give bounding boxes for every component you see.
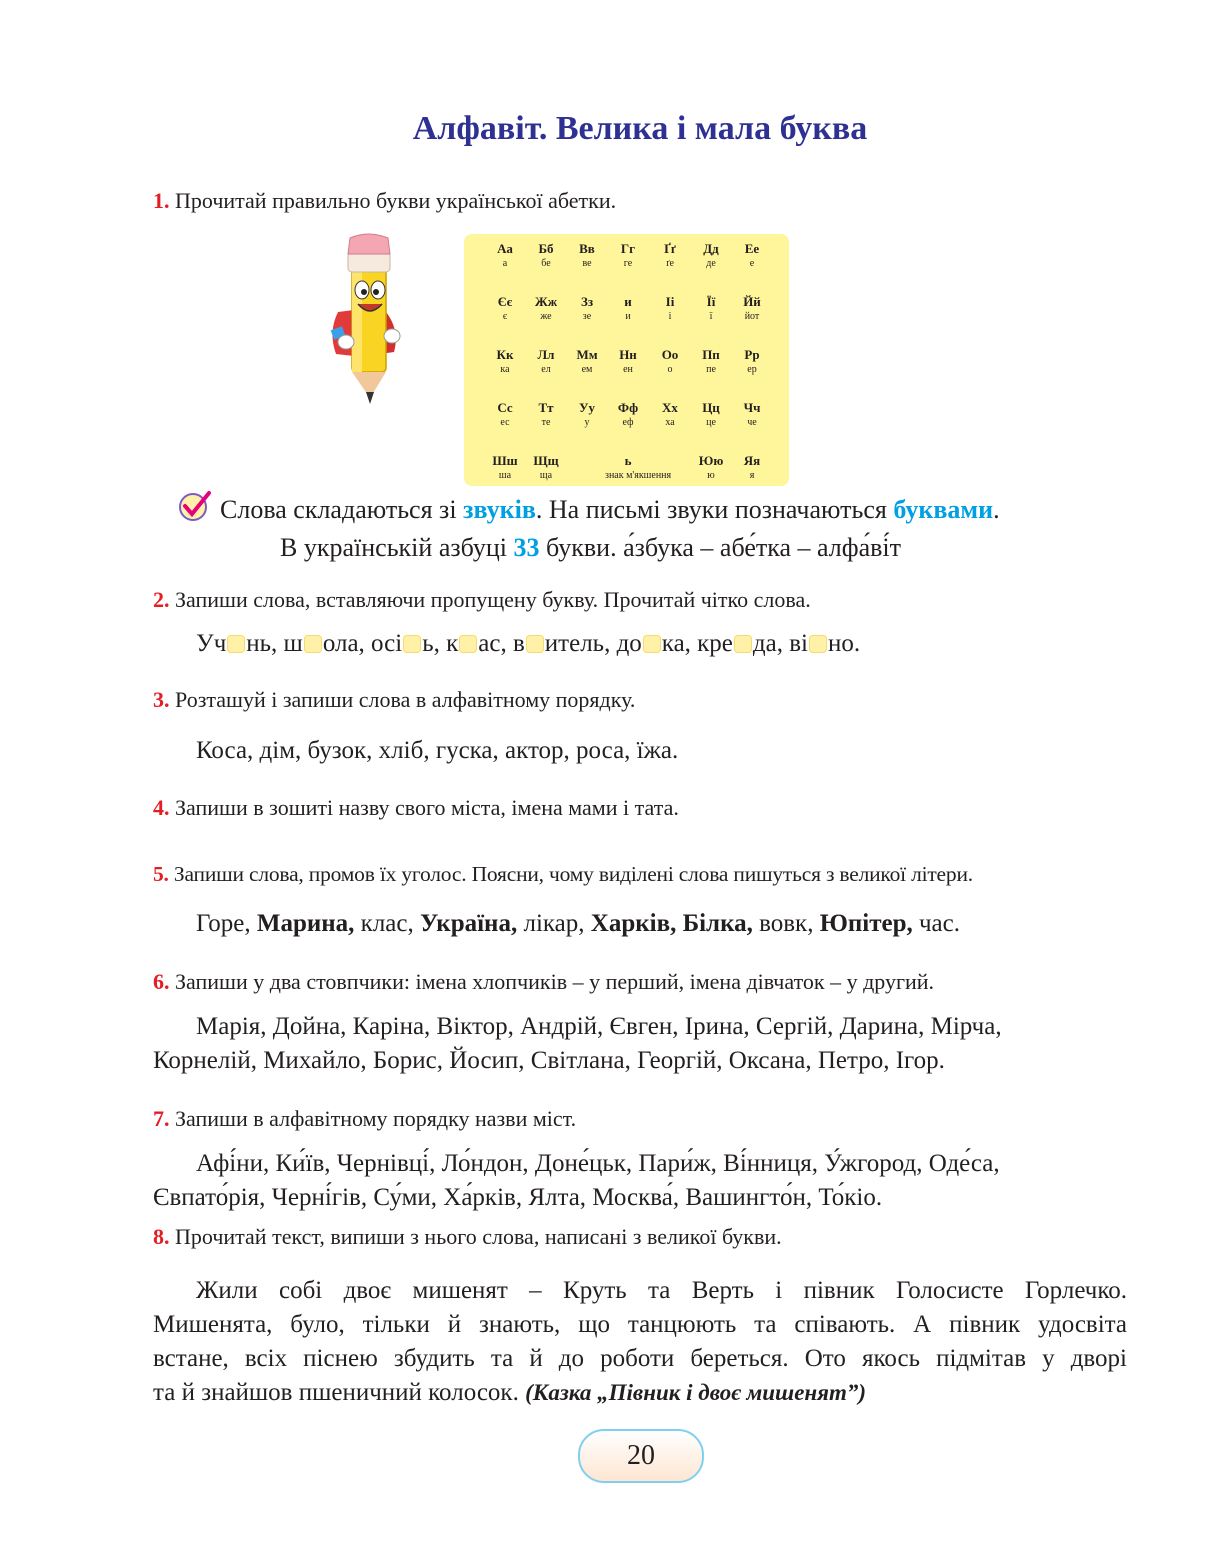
- alphabet-letter: [647, 452, 693, 470]
- letter-pair: Тт: [538, 400, 554, 415]
- letter-pair: Сс: [497, 400, 513, 415]
- letter-pair: Єє: [497, 294, 513, 309]
- page-number: 20: [578, 1429, 704, 1483]
- rule-keyword: буквами: [893, 495, 994, 524]
- letter-pair: Юю: [698, 453, 724, 468]
- task-number: 2.: [153, 587, 170, 612]
- alphabet-letter: [688, 346, 734, 376]
- alphabet-letter: [482, 240, 528, 270]
- letter-pair: Йй: [743, 294, 761, 309]
- alphabet-letter: [729, 399, 775, 429]
- word: Горе,: [196, 910, 257, 937]
- task-number: 6.: [153, 969, 170, 994]
- letter-name: ел: [541, 364, 551, 375]
- letter-pair: Оо: [661, 347, 679, 362]
- task-6-line-2: Корнелій, Михайло, Борис, Йосип, Світлана, Георгій, Оксана, Петро, Ігор.: [153, 1047, 945, 1074]
- missing-letter-box: [459, 635, 477, 653]
- letter-pair: Бб: [538, 241, 554, 256]
- letter-name: еф: [622, 417, 634, 428]
- letter-name: знак м'якшення: [605, 470, 672, 481]
- alphabet-letter: [647, 346, 693, 376]
- alphabet-letter: [729, 452, 775, 482]
- letter-name: бе: [541, 258, 551, 269]
- alphabet-letter: [647, 240, 693, 270]
- task-6-line-1: Марія, Дойна, Каріна, Віктор, Андрій, Євген, Ірина, Сергій, Дарина, Мірча,: [196, 1013, 1002, 1040]
- letter-pair: Жж: [534, 294, 558, 309]
- letter-pair: Пп: [702, 347, 720, 362]
- alphabet-letter: [605, 293, 651, 323]
- alphabet-letter: [564, 293, 610, 323]
- letter-pair: Кк: [496, 347, 514, 362]
- word: вовк,: [752, 910, 820, 937]
- task-number: 4.: [153, 795, 170, 820]
- word-part: Уч: [196, 630, 227, 657]
- letter-name: зе: [582, 311, 592, 322]
- alphabet-letter: [523, 452, 569, 482]
- missing-letter-box: [304, 635, 322, 653]
- alphabet-letter: [647, 399, 693, 429]
- alphabet-letter: [605, 240, 651, 270]
- task-7-line-1: Афі́ни, Ки́їв, Чернівці́, Ло́ндон, Доне́цьк, Пари́ж, Ві́нниця, У́жгород, Оде́са,: [196, 1150, 1000, 1177]
- letter-pair: [564, 452, 610, 470]
- letter-name: е: [749, 258, 755, 269]
- letter-pair: и: [624, 294, 632, 309]
- paragraph-line: Мишенята, було, тільки й знають, що танцюють та співають. А півник удосвіта: [153, 1311, 1127, 1338]
- letter-name: це: [706, 417, 716, 428]
- pencil-mascot-icon: [326, 232, 406, 408]
- task-3: [153, 687, 635, 713]
- alphabet-letter: [482, 293, 528, 323]
- letter-name: ю: [707, 470, 715, 481]
- word-part: нь, ш: [246, 630, 303, 657]
- alphabet-letter: [482, 399, 528, 429]
- letter-pair: Цц: [702, 400, 720, 415]
- alphabet-letter: [605, 452, 672, 482]
- word: час.: [912, 910, 960, 937]
- rule-text: В українській азбуці: [280, 533, 514, 562]
- word-part: да, ві: [752, 630, 808, 657]
- word: клас,: [354, 910, 420, 937]
- letter-name: я: [749, 470, 755, 481]
- missing-letter-box: [643, 635, 661, 653]
- alphabet-letter: [647, 293, 693, 323]
- rule-line-2: [280, 533, 901, 563]
- word-part: ь, к: [422, 630, 459, 657]
- letter-pair: Іі: [665, 294, 675, 309]
- letter-pair: Щщ: [533, 453, 559, 468]
- alphabet-letter: [482, 346, 528, 376]
- task-8-text: [153, 1274, 1127, 1410]
- alphabet-letter: [729, 346, 775, 376]
- word: лікар,: [517, 910, 591, 937]
- paragraph-line: встане, всіх піснею збудить та й до роботи береться. Ото якось підмітав у дворі: [153, 1345, 1127, 1372]
- letter-pair: Дд: [703, 241, 719, 256]
- task-text: Запиши слова, промов їх уголос. Поясни, чому виділені слова пишуться з великої літери.: [173, 862, 973, 886]
- alphabet-letter: [688, 293, 734, 323]
- letter-pair: Хх: [662, 400, 678, 415]
- letter-name: у: [584, 417, 590, 428]
- letter-pair: Її: [706, 294, 716, 309]
- alphabet-letter: [564, 240, 610, 270]
- alphabet-letter: [482, 452, 528, 482]
- alphabet-letter: [729, 293, 775, 323]
- letter-name: о: [667, 364, 673, 375]
- letter-name: йот: [744, 311, 760, 322]
- task-number: 8.: [153, 1224, 170, 1249]
- word-bold: Марина,: [256, 910, 355, 937]
- task-text: Запиши у два стовпчики: імена хлопчиків – у перший, імена дівчаток – у другий.: [175, 969, 935, 994]
- letter-name: ес: [500, 417, 510, 428]
- letter-pair: Рр: [744, 347, 760, 362]
- task-text: Запиши в алфавітному порядку назви міст.: [175, 1106, 577, 1131]
- letter-pair: [647, 452, 693, 470]
- letter-name: є: [502, 311, 508, 322]
- alphabet-letter: [564, 399, 610, 429]
- task-3-words: Коса, дім, бузок, хліб, гуска, актор, роса, їжа.: [196, 737, 679, 764]
- letter-pair: Ґґ: [664, 241, 676, 256]
- rule-keyword: звуків: [463, 495, 536, 524]
- letter-name: ха: [665, 417, 675, 428]
- letter-name: же: [540, 311, 552, 322]
- word-bold: Юпітер,: [819, 910, 913, 937]
- letter-pair: Зз: [580, 294, 594, 309]
- source-citation: (Казка „Півник і двоє мишенят”): [525, 1380, 867, 1405]
- alphabet-letter: [564, 452, 610, 470]
- letter-name: пе: [706, 364, 716, 375]
- word-part: итель, до: [544, 630, 642, 657]
- paragraph-line: [153, 1376, 1127, 1410]
- letter-pair: Гг: [620, 241, 636, 256]
- rule-keyword: 33: [513, 533, 540, 562]
- page-title: Алфавіт. Велика і мала буква: [412, 110, 868, 147]
- letter-name: ер: [747, 364, 757, 375]
- rule-line-1: [220, 495, 1000, 525]
- letter-pair: Нн: [619, 347, 637, 362]
- task-text: Прочитай текст, випиши з нього слова, написані з великої букви.: [175, 1224, 782, 1249]
- letter-name: те: [541, 417, 551, 428]
- letter-pair: ь: [624, 453, 632, 468]
- letter-pair: Мм: [576, 347, 598, 362]
- task-5: [153, 862, 973, 887]
- task-5-words: [196, 910, 960, 938]
- alphabet-letter: [605, 399, 651, 429]
- task-text: Прочитай правильно букви української абетки.: [175, 188, 617, 213]
- letter-name: ве: [582, 258, 592, 269]
- letter-name: ґе: [666, 258, 674, 269]
- rule-text: букви. а́збука – абе́тка – алфа́ві́т: [539, 533, 902, 562]
- rule-text: .: [993, 495, 1000, 524]
- letter-pair: Шш: [492, 453, 518, 468]
- alphabet-letter: [523, 399, 569, 429]
- alphabet-letter: [688, 240, 734, 270]
- task-2-words: [196, 630, 860, 658]
- task-7: [153, 1106, 576, 1132]
- checkmark-icon: [178, 490, 212, 522]
- letter-name: де: [706, 258, 716, 269]
- letter-pair: Аа: [497, 241, 513, 256]
- task-7-line-2: Євпато́рія, Черні́гів, Су́ми, Ха́рків, Ялта, Москва́, Вашингто́н, То́кіо.: [153, 1184, 883, 1211]
- letter-pair: Ее: [744, 241, 760, 256]
- letter-name: ка: [500, 364, 510, 375]
- alphabet-letter: [523, 293, 569, 323]
- task-number: 7.: [153, 1106, 170, 1131]
- missing-letter-box: [403, 635, 421, 653]
- missing-letter-box: [809, 635, 827, 653]
- missing-letter-box: [526, 635, 544, 653]
- task-text: Розташуй і запиши слова в алфавітному порядку.: [175, 687, 636, 712]
- letter-name: ен: [623, 364, 633, 375]
- alphabet-letter: [688, 452, 734, 482]
- alphabet-letter: [523, 346, 569, 376]
- letter-pair: Лл: [537, 347, 555, 362]
- alphabet-table: [464, 234, 789, 486]
- letter-pair: Фф: [617, 400, 639, 415]
- alphabet-letter: [688, 399, 734, 429]
- letter-pair: Яя: [743, 453, 761, 468]
- task-number: 3.: [153, 687, 170, 712]
- letter-name: і: [668, 311, 672, 322]
- alphabet-letter: [564, 346, 610, 376]
- missing-letter-box: [227, 635, 245, 653]
- task-8: [153, 1224, 782, 1250]
- task-1: [153, 188, 616, 214]
- task-2: [153, 587, 811, 613]
- letter-pair: Чч: [743, 400, 761, 415]
- task-6: [153, 969, 934, 995]
- letter-name: че: [747, 417, 757, 428]
- word-bold: Харків, Білка,: [590, 910, 753, 937]
- alphabet-letter: [605, 346, 651, 376]
- rule-text: . На письмі звуки позначаються: [535, 495, 894, 524]
- missing-letter-box: [734, 635, 752, 653]
- paragraph-text: та й знайшов пшеничний колосок.: [153, 1379, 526, 1406]
- letter-name: ге: [623, 258, 633, 269]
- word-bold: Україна,: [420, 910, 518, 937]
- letter-pair: Вв: [579, 241, 595, 256]
- letter-name: ща: [539, 470, 553, 481]
- task-number: 5.: [153, 862, 169, 886]
- alphabet-letter: [729, 240, 775, 270]
- letter-name: ем: [581, 364, 593, 375]
- paragraph-line: Жили собі двоє мишенят – Круть та Верть і півник Голосисте Горлечко.: [196, 1277, 1127, 1304]
- letter-name: а: [502, 258, 508, 269]
- task-number: 1.: [153, 188, 170, 213]
- task-text: Запиши в зошиті назву свого міста, імена мами і тата.: [175, 795, 679, 820]
- letter-name: и: [625, 311, 631, 322]
- alphabet-letter: [523, 240, 569, 270]
- letter-pair: Уу: [578, 400, 596, 415]
- word-part: но.: [827, 630, 861, 657]
- word-part: ола, осі: [322, 630, 403, 657]
- word-part: ас, в: [478, 630, 525, 657]
- letter-name: ї: [709, 311, 713, 322]
- task-text: Запиши слова, вставляючи пропущену букву. Прочитай чітко слова.: [175, 587, 811, 612]
- word-part: ка, кре: [661, 630, 733, 657]
- rule-text: Слова складаються зі: [220, 495, 464, 524]
- task-4: [153, 795, 679, 821]
- letter-name: ша: [498, 470, 512, 481]
